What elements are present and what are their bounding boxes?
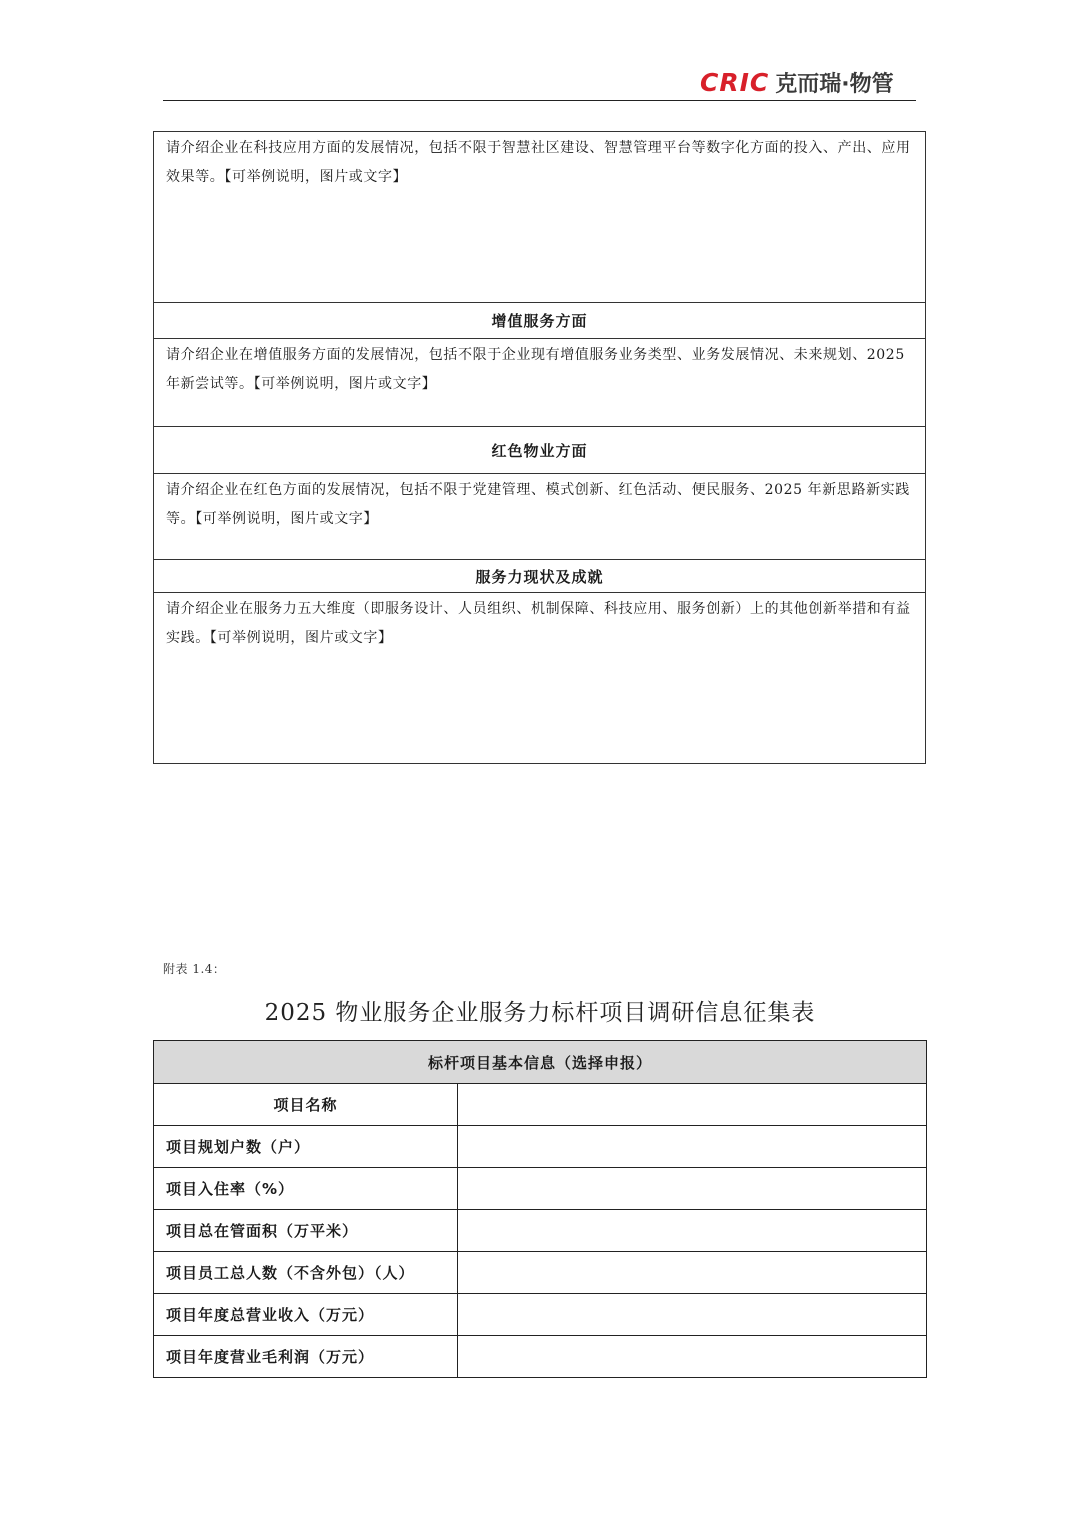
- table-row: [154, 1084, 927, 1126]
- value-added-heading: 增值服务方面: [154, 303, 926, 339]
- header-divider: [163, 100, 916, 101]
- cric-logo: [700, 66, 894, 98]
- row-label-managed-area: 项目总在管面积（万平米）: [154, 1210, 458, 1252]
- value-occupancy-rate[interactable]: [458, 1168, 927, 1210]
- service-status-heading: 服务力现状及成就: [154, 560, 926, 593]
- table-row: [154, 1210, 927, 1252]
- red-property-prompt[interactable]: 请介绍企业在红色方面的发展情况，包括不限于党建管理、模式创新、红色活动、便民服务、2025 年新思路新实践等。【可举例说明，图片或文字】: [154, 474, 926, 560]
- logo-wordmark: CRIC: [700, 67, 770, 97]
- row-label-staff-count: 项目员工总人数（不含外包）（人）: [154, 1252, 458, 1294]
- tech-application-prompt[interactable]: 请介绍企业在科技应用方面的发展情况，包括不限于智慧社区建设、智慧管理平台等数字化方面的投入、产出、应用效果等。【可举例说明，图片或文字】: [154, 132, 926, 303]
- attachment-label: 附表 1.4：: [163, 962, 226, 976]
- value-managed-area[interactable]: [458, 1210, 927, 1252]
- service-status-prompt[interactable]: 请介绍企业在服务力五大维度（即服务设计、人员组织、机制保障、科技应用、服务创新）上的其他创新举措和有益实践。【可举例说明，图片或文字】: [154, 593, 926, 764]
- value-project-name[interactable]: [458, 1084, 927, 1126]
- table-row: [154, 1168, 927, 1210]
- value-added-prompt[interactable]: 请介绍企业在增值服务方面的发展情况，包括不限于企业现有增值服务业务类型、业务发展情况、未来规划、2025 年新尝试等。【可举例说明，图片或文字】: [154, 339, 926, 427]
- table-row: [154, 1336, 927, 1378]
- value-planned-households[interactable]: [458, 1126, 927, 1168]
- table-row: [154, 1252, 927, 1294]
- row-label-gross-profit: 项目年度营业毛利润（万元）: [154, 1336, 458, 1378]
- table-row: [154, 1294, 927, 1336]
- project-info-table: [153, 1040, 927, 1378]
- value-staff-count[interactable]: [458, 1252, 927, 1294]
- red-property-heading: 红色物业方面: [154, 427, 926, 474]
- info-table-header: 标杆项目基本信息（选择申报）: [154, 1041, 927, 1084]
- table-row: [154, 1126, 927, 1168]
- logo-chinese-name: 克而瑞·物管: [775, 71, 894, 97]
- value-annual-revenue[interactable]: [458, 1294, 927, 1336]
- row-label-occupancy-rate: 项目入住率（%）: [154, 1168, 458, 1210]
- row-label-project-name: 项目名称: [154, 1084, 458, 1126]
- form-title: 2025 物业服务企业服务力标杆项目调研信息征集表: [264, 1000, 816, 1026]
- survey-sections-table: [153, 131, 926, 764]
- row-label-annual-revenue: 项目年度总营业收入（万元）: [154, 1294, 458, 1336]
- row-label-planned-households: 项目规划户数（户）: [154, 1126, 458, 1168]
- value-gross-profit[interactable]: [458, 1336, 927, 1378]
